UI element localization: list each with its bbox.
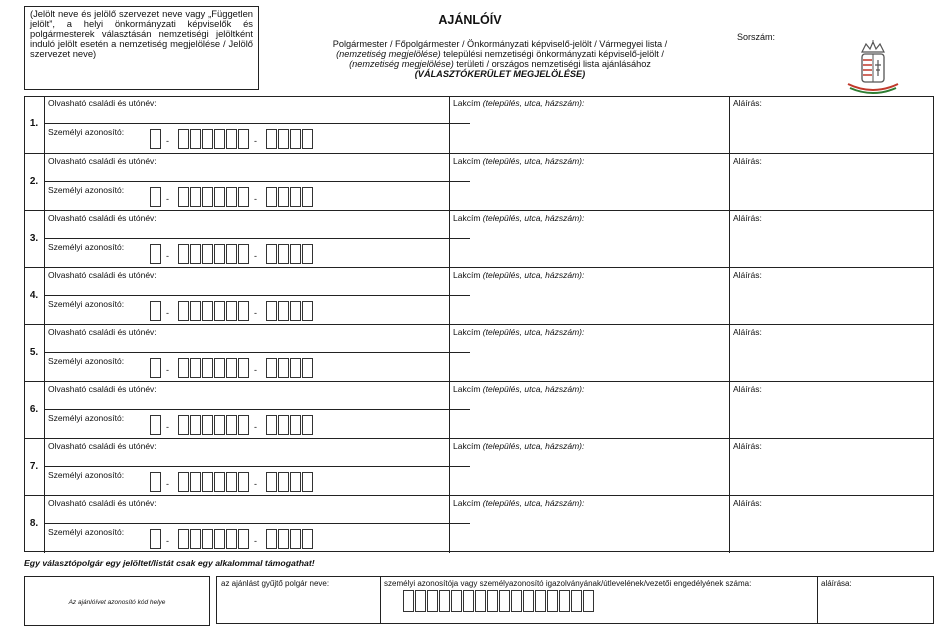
address-label [453, 327, 584, 337]
address-hint: (település, utca, házszám): [482, 327, 585, 337]
collector-id-digit-box[interactable] [499, 590, 510, 612]
name-id-divider [44, 352, 470, 353]
name-label: Olvasható családi és utónév: [48, 384, 157, 394]
id-separator: - [254, 422, 257, 432]
id-digit-box[interactable] [238, 472, 249, 492]
row-number: 4. [29, 290, 39, 301]
id-digit-box[interactable] [202, 415, 213, 435]
id-digit-box[interactable] [150, 415, 161, 435]
row-divider-number [44, 268, 45, 325]
id-digit-box[interactable] [302, 472, 313, 492]
row-divider-address [449, 268, 450, 325]
name-label: Olvasható családi és utónév: [48, 327, 157, 337]
row-number: 2. [29, 176, 39, 187]
id-label: Személyi azonosító: [48, 470, 125, 480]
id-digit-box[interactable] [226, 187, 237, 207]
signature-label: Aláírás: [733, 384, 762, 394]
id-digit-box[interactable] [214, 472, 225, 492]
id-digit-box[interactable] [190, 244, 201, 264]
id-digit-box[interactable] [278, 187, 289, 207]
id-digit-box[interactable] [238, 529, 249, 549]
recommendation-row [24, 495, 934, 552]
collector-id-digit-box[interactable] [463, 590, 474, 612]
name-id-divider [44, 238, 470, 239]
id-digit-box[interactable] [178, 244, 189, 264]
name-label: Olvasható családi és utónév: [48, 270, 157, 280]
id-digit-box[interactable] [150, 244, 161, 264]
row-number: 8. [29, 518, 39, 529]
signature-label: Aláírás: [733, 498, 762, 508]
id-digit-box[interactable] [290, 301, 301, 321]
row-divider-signature [729, 496, 730, 553]
collector-divider-1 [380, 577, 381, 623]
row-divider-address [449, 211, 450, 268]
subtitle-line-1: Polgármester / Főpolgármester / Önkormányzati képviselő-jelölt / Vármegyei lista / [332, 39, 668, 49]
id-digit-box[interactable] [178, 358, 189, 378]
address-hint: (település, utca, házszám): [482, 441, 585, 451]
collector-id-digit-box[interactable] [535, 590, 546, 612]
name-id-divider [44, 295, 470, 296]
id-separator: - [254, 194, 257, 204]
id-separator: - [166, 479, 169, 489]
id-digit-box[interactable] [302, 244, 313, 264]
id-digit-box[interactable] [178, 129, 189, 149]
id-digit-box[interactable] [278, 129, 289, 149]
id-label: Személyi azonosító: [48, 185, 125, 195]
id-digit-box[interactable] [278, 529, 289, 549]
id-separator: - [166, 308, 169, 318]
id-separator: - [254, 365, 257, 375]
row-number: 6. [29, 404, 39, 415]
row-divider-address [449, 96, 450, 153]
candidate-note-text: (Jelölt neve és jelölő szervezet neve vagy „Független jelölt”, a helyi önkormányzati képviselők és polgármesterek választásán nemzetiségi jelöltként induló jelölt esetén a nemzetiség megjelölése / Jelölő szervezet neve) [30, 8, 253, 59]
subtitle-line-2-italic: (nemzetiség megjelölése) [336, 48, 441, 59]
id-digit-box[interactable] [266, 244, 277, 264]
row-divider-number [44, 96, 45, 153]
name-id-divider [44, 409, 470, 410]
signature-label: Aláírás: [733, 213, 762, 223]
id-digit-box[interactable] [190, 415, 201, 435]
id-digit-box[interactable] [290, 358, 301, 378]
id-digit-box[interactable] [226, 358, 237, 378]
address-hint: (település, utca, házszám): [482, 213, 585, 223]
address-label [453, 213, 584, 223]
id-digit-box[interactable] [150, 529, 161, 549]
row-divider-signature [729, 211, 730, 268]
id-digit-box[interactable] [266, 415, 277, 435]
id-digit-box[interactable] [290, 529, 301, 549]
collector-id-digit-box[interactable] [571, 590, 582, 612]
id-digit-box[interactable] [278, 358, 289, 378]
name-label: Olvasható családi és utónév: [48, 213, 157, 223]
row-divider-address [449, 382, 450, 439]
row-divider-signature [729, 439, 730, 496]
row-number: 5. [29, 347, 39, 358]
recommendation-row [24, 267, 934, 324]
id-digit-box[interactable] [214, 187, 225, 207]
collector-id-digit-box[interactable] [511, 590, 522, 612]
id-separator: - [166, 536, 169, 546]
recommendation-row [24, 210, 934, 267]
collector-id-digit-box[interactable] [439, 590, 450, 612]
collector-id-digit-box[interactable] [415, 590, 426, 612]
row-divider-address [449, 496, 450, 553]
id-digit-box[interactable] [214, 415, 225, 435]
id-separator: - [254, 536, 257, 546]
recommendation-row [24, 381, 934, 438]
id-digit-box[interactable] [202, 129, 213, 149]
row-divider-address [449, 439, 450, 496]
id-digit-box[interactable] [238, 244, 249, 264]
id-digit-box[interactable] [150, 358, 161, 378]
address-label [453, 156, 584, 166]
row-number: 3. [29, 233, 39, 244]
recommendation-row [24, 153, 934, 210]
id-digit-box[interactable] [238, 358, 249, 378]
id-digit-box[interactable] [290, 244, 301, 264]
id-digit-box[interactable] [238, 301, 249, 321]
id-digit-box[interactable] [190, 187, 201, 207]
signature-label: Aláírás: [733, 98, 762, 108]
address-label [453, 441, 584, 451]
id-digit-box[interactable] [290, 187, 301, 207]
id-digit-box[interactable] [266, 187, 277, 207]
row-number: 7. [29, 461, 39, 472]
id-separator: - [166, 365, 169, 375]
row-divider-address [449, 325, 450, 382]
collector-id-label: személyi azonosítója vagy személyazonosító igazolványának/útlevelének/vezetői engedélyének száma: [384, 579, 752, 588]
id-digit-box[interactable] [290, 129, 301, 149]
id-digit-box[interactable] [302, 301, 313, 321]
id-separator: - [166, 251, 169, 261]
id-digit-box[interactable] [290, 472, 301, 492]
subtitle-line-3-italic: (nemzetiség megjelölése) [349, 58, 454, 69]
id-digit-box[interactable] [266, 358, 277, 378]
recommendation-row [24, 96, 934, 153]
id-separator: - [166, 194, 169, 204]
id-digit-box[interactable] [278, 472, 289, 492]
id-digit-box[interactable] [190, 529, 201, 549]
id-digit-box[interactable] [278, 415, 289, 435]
id-digit-box[interactable] [150, 187, 161, 207]
address-hint: (település, utca, házszám): [482, 156, 585, 166]
name-id-divider [44, 466, 470, 467]
id-label: Személyi azonosító: [48, 527, 125, 537]
id-digit-box[interactable] [290, 415, 301, 435]
coat-of-arms-icon [846, 40, 900, 98]
id-digit-box[interactable] [150, 301, 161, 321]
address-label-text: Lakcím [453, 98, 481, 108]
address-label-text: Lakcím [453, 384, 481, 394]
address-label-text: Lakcím [453, 327, 481, 337]
id-digit-box[interactable] [226, 415, 237, 435]
collector-id-digit-box[interactable] [487, 590, 498, 612]
id-digit-box[interactable] [178, 301, 189, 321]
id-digit-box[interactable] [190, 129, 201, 149]
row-divider-number [44, 382, 45, 439]
collector-id-digit-box[interactable] [403, 590, 414, 612]
collector-name-label: az ajánlást gyűjtő polgár neve: [221, 579, 330, 588]
collector-id-digit-box[interactable] [451, 590, 462, 612]
recommendation-row [24, 438, 934, 495]
id-digit-box[interactable] [214, 529, 225, 549]
id-digit-box[interactable] [214, 301, 225, 321]
name-label: Olvasható családi és utónév: [48, 98, 157, 108]
id-digit-box[interactable] [266, 301, 277, 321]
id-digit-box[interactable] [150, 472, 161, 492]
id-separator: - [166, 136, 169, 146]
id-digit-box[interactable] [302, 187, 313, 207]
name-label: Olvasható családi és utónév: [48, 441, 157, 451]
serial-number-label: Sorszám: [737, 32, 776, 42]
id-digit-box[interactable] [190, 301, 201, 321]
row-divider-signature [729, 325, 730, 382]
row-divider-number [44, 496, 45, 553]
row-divider-signature [729, 268, 730, 325]
form-title: AJÁNLÓÍV [438, 13, 502, 27]
collector-id-digit-box[interactable] [475, 590, 486, 612]
id-digit-box[interactable] [278, 301, 289, 321]
id-label: Személyi azonosító: [48, 127, 125, 137]
row-divider-signature [729, 154, 730, 211]
collector-box [216, 576, 934, 624]
row-divider-number [44, 211, 45, 268]
id-digit-box[interactable] [266, 529, 277, 549]
candidate-note-box [24, 6, 259, 90]
id-separator: - [254, 308, 257, 318]
id-digit-box[interactable] [226, 129, 237, 149]
name-id-divider [44, 181, 470, 182]
name-id-divider [44, 123, 470, 124]
row-number: 1. [29, 118, 39, 129]
id-digit-box[interactable] [238, 415, 249, 435]
code-place-label: Az ajánlóívet azonosító kód helye [68, 599, 166, 606]
address-hint: (település, utca, házszám): [482, 98, 585, 108]
address-label-text: Lakcím [453, 213, 481, 223]
id-separator: - [254, 479, 257, 489]
id-digit-box[interactable] [190, 472, 201, 492]
row-divider-number [44, 439, 45, 496]
address-label-text: Lakcím [453, 156, 481, 166]
row-divider-signature [729, 96, 730, 153]
collector-divider-2 [817, 577, 818, 623]
id-digit-box[interactable] [178, 472, 189, 492]
id-digit-box[interactable] [214, 358, 225, 378]
id-digit-box[interactable] [226, 472, 237, 492]
signature-label: Aláírás: [733, 327, 762, 337]
collector-id-digit-box[interactable] [583, 590, 594, 612]
id-digit-box[interactable] [178, 415, 189, 435]
id-label: Személyi azonosító: [48, 242, 125, 252]
collector-id-digit-box[interactable] [427, 590, 438, 612]
signature-label: Aláírás: [733, 270, 762, 280]
id-digit-box[interactable] [302, 129, 313, 149]
id-digit-box[interactable] [238, 187, 249, 207]
signature-label: Aláírás: [733, 156, 762, 166]
id-digit-box[interactable] [226, 244, 237, 264]
name-label: Olvasható családi és utónév: [48, 498, 157, 508]
code-place-box [24, 576, 210, 626]
address-label [453, 384, 584, 394]
id-label: Személyi azonosító: [48, 413, 125, 423]
row-divider-address [449, 154, 450, 211]
id-digit-box[interactable] [202, 301, 213, 321]
id-digit-box[interactable] [202, 529, 213, 549]
name-label: Olvasható családi és utónév: [48, 156, 157, 166]
id-digit-box[interactable] [302, 358, 313, 378]
address-label-text: Lakcím [453, 498, 481, 508]
row-divider-number [44, 154, 45, 211]
signature-label: Aláírás: [733, 441, 762, 451]
id-digit-box[interactable] [178, 529, 189, 549]
id-digit-box[interactable] [266, 129, 277, 149]
address-label [453, 498, 584, 508]
id-separator: - [254, 251, 257, 261]
id-digit-box[interactable] [302, 415, 313, 435]
id-digit-box[interactable] [266, 472, 277, 492]
id-digit-box[interactable] [202, 244, 213, 264]
collector-id-digit-box[interactable] [547, 590, 558, 612]
subtitle-line-3-rest: területi / országos nemzetiségi lista ajánlásához [453, 58, 651, 69]
address-hint: (település, utca, házszám): [482, 270, 585, 280]
id-digit-box[interactable] [202, 358, 213, 378]
subtitle-line-2-rest: települési nemzetiségi önkormányzati képviselő-jelölt / [440, 48, 664, 59]
row-divider-number [44, 325, 45, 382]
row-divider-signature [729, 382, 730, 439]
collector-signature-label: aláírása: [821, 579, 852, 588]
id-digit-box[interactable] [226, 529, 237, 549]
id-digit-box[interactable] [238, 129, 249, 149]
id-digit-box[interactable] [202, 472, 213, 492]
subtitle-line-4: (VÁLASZTÓKERÜLET MEGJELÖLÉSE) [414, 68, 586, 79]
id-label: Személyi azonosító: [48, 299, 125, 309]
collector-id-digit-box[interactable] [559, 590, 570, 612]
id-digit-box[interactable] [190, 358, 201, 378]
form-subtitle [300, 40, 700, 80]
id-digit-box[interactable] [302, 529, 313, 549]
address-label-text: Lakcím [453, 441, 481, 451]
name-id-divider [44, 523, 470, 524]
id-digit-box[interactable] [150, 129, 161, 149]
collector-id-digit-box[interactable] [523, 590, 534, 612]
address-label [453, 270, 584, 280]
id-separator: - [166, 422, 169, 432]
warning-text: Egy választópolgár egy jelöltet/listát csak egy alkalommal támogathat! [24, 558, 315, 568]
recommendation-row [24, 324, 934, 381]
id-digit-box[interactable] [178, 187, 189, 207]
id-label: Személyi azonosító: [48, 356, 125, 366]
address-label-text: Lakcím [453, 270, 481, 280]
address-hint: (település, utca, házszám): [482, 384, 585, 394]
address-label [453, 98, 584, 108]
id-digit-box[interactable] [214, 129, 225, 149]
id-digit-box[interactable] [214, 244, 225, 264]
address-hint: (település, utca, házszám): [482, 498, 585, 508]
id-digit-box[interactable] [278, 244, 289, 264]
id-digit-box[interactable] [226, 301, 237, 321]
id-digit-box[interactable] [202, 187, 213, 207]
id-separator: - [254, 136, 257, 146]
